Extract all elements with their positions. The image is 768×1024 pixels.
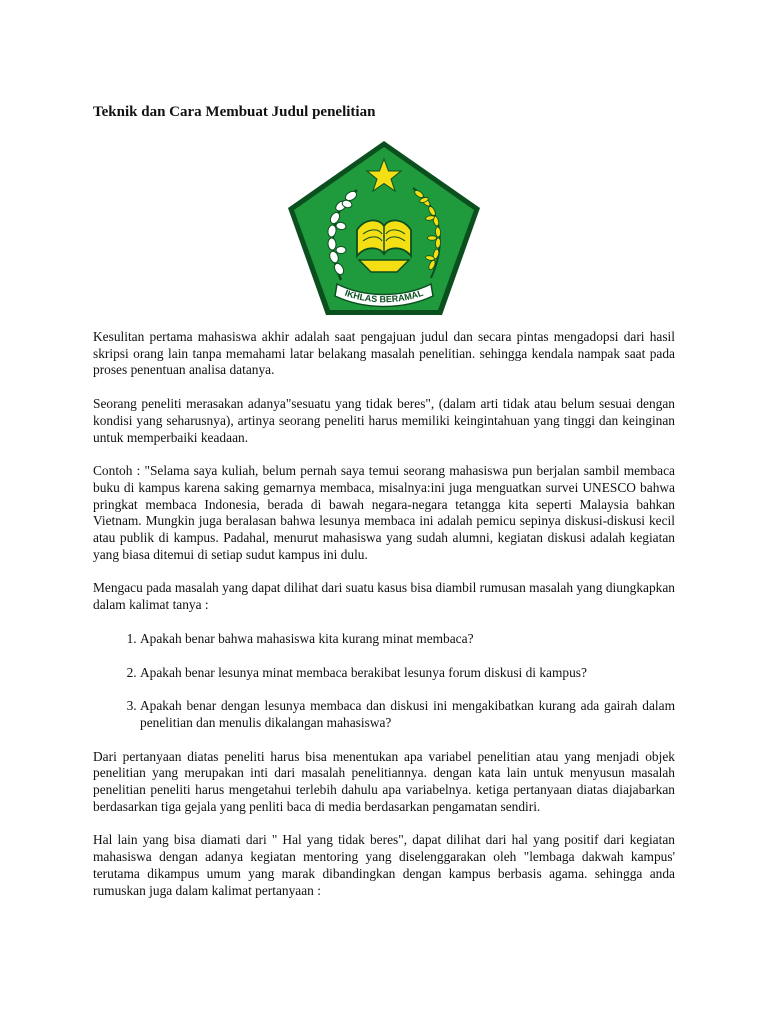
question-list xyxy=(93,631,675,732)
list-item: 2. Apakah benar lesunya minat membaca berakibat lesunya forum diskusi di kampus? xyxy=(140,665,675,682)
open-book-icon xyxy=(357,220,411,272)
paragraph: Contoh : "Selama saya kuliah, belum pernah saya temui seorang mahasiswa pun berjalan sambil membaca buku di kampus karena saking gemarnya membaca, misalnya:ini juga menguatkan survei UNESCO bahwa pringkat membaca Indonesia, berada di bawah negara-negara tetangga kita seperti Malaysia bahkan Vietnam. Mungkin juga beralasan bahwa lesunya membaca ini adalah pemicu sepinya diskusi-diskusi kecil atau publik di kampus. Padahal, menurut mahasiswa yang sudah alumni, kegiatan diskusi adalah kegiatan yang biasa ditemui di setiap sudut kampus ini dulu. xyxy=(93,463,675,562)
list-item: 3. Apakah benar dengan lesunya membaca dan diskusi ini mengakibatkan kurang ada gairah dalam penelitian dan menulis dikalangan mahasiswa? xyxy=(140,698,675,731)
paragraph: Mengacu pada masalah yang dapat dilihat dari suatu kasus bisa diambil rumusan masalah yang diungkapkan dalam kalimat tanya : xyxy=(93,580,675,613)
ministry-emblem-logo xyxy=(285,138,483,318)
paragraph: Hal lain yang bisa diamati dari " Hal yang tidak beres", dapat dilihat dari hal yang positif dari kegiatan mahasiswa dengan adanya kegiatan mentoring yang diselenggarakan oleh "lembaga dakwah kampus' terutama dikampus umum yang marak dibandingkan dengan kampus berbasis agama. sehingga anda rumuskan juga dalam kalimat pertanyaan : xyxy=(93,832,675,898)
paragraph: Seorang peneliti merasakan adanya"sesuatu yang tidak beres", (dalam arti tidak atau belum sesuai dengan kondisi yang seharusnya), artinya seorang peneliti harus memiliki keingintahuan yang tinggi dan keinginan untuk memperbaiki keadaan. xyxy=(93,396,675,445)
paragraph: Kesulitan pertama mahasiswa akhir adalah saat pengajuan judul dan secara pintas mengadopsi dari hasil skripsi orang lain tanpa memahami latar belakang masalah penelitian. sehingga kendala nampak saat pada proses penentuan analisa datanya. xyxy=(93,329,675,378)
banner-text: IKHLAS BERAMAL xyxy=(343,287,425,305)
paragraph: Dari pertanyaan diatas peneliti harus bisa menentukan apa variabel penelitian atau yang menjadi objek penelitian yang merupakan inti dari masalah penelitiannya. dengan kata lain untuk menyusun masalah penelitian peneliti harus mengetahui terlebih dahulu apa variabelnya. ketiga pertanyaan diatas diajabarkan berdasarkan tiga gejala yang penliti baca di media berdasarkan pengamatan sendiri. xyxy=(93,748,675,814)
document-title: Teknik dan Cara Membuat Judul penelitian xyxy=(93,104,376,120)
document-body xyxy=(93,329,675,916)
list-item: 1. Apakah benar bahwa mahasiswa kita kurang minat membaca? xyxy=(140,631,675,648)
